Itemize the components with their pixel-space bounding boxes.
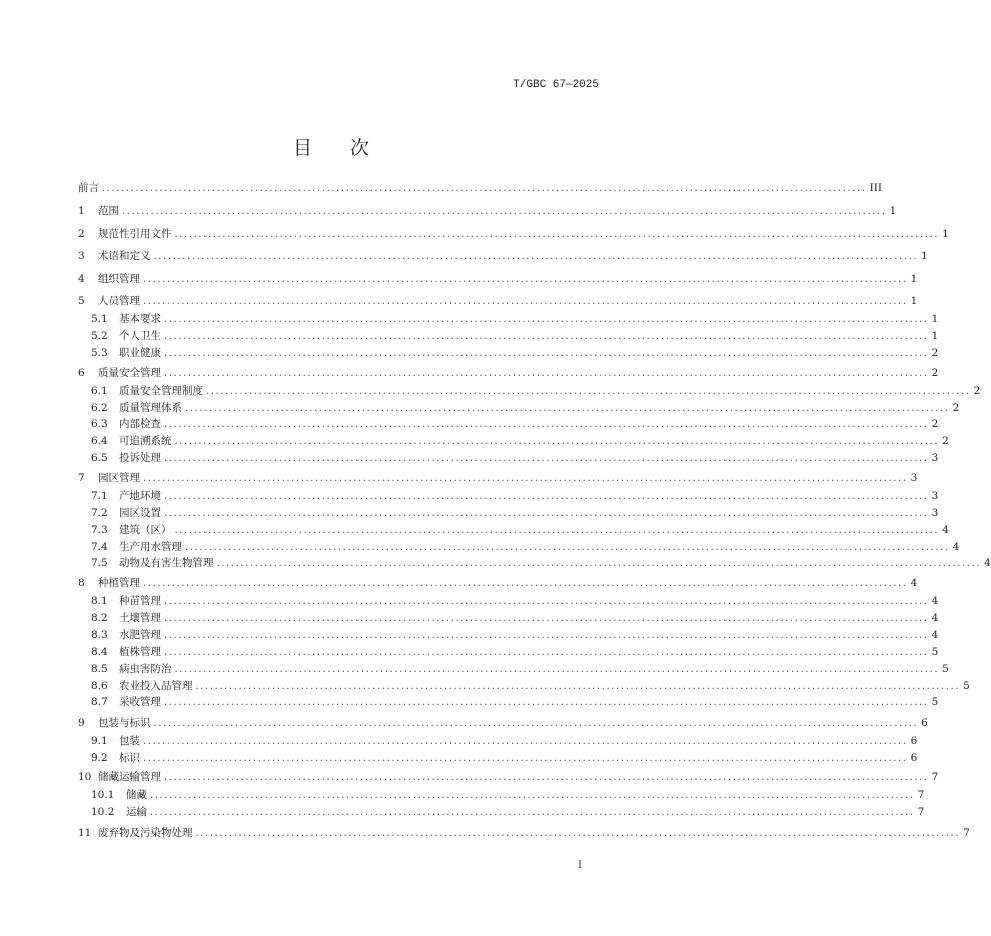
toc-entry-label: 个人卫生 [119, 330, 161, 342]
toc-entry-page: 5 [942, 663, 949, 675]
toc-entry-label: 可追溯系统 [119, 435, 172, 447]
toc-section-entry[interactable] [78, 293, 918, 310]
footer-page-number: I [578, 860, 582, 871]
toc-entry-label: 基本要求 [119, 313, 161, 325]
toc-entry-page: 3 [931, 507, 939, 519]
toc-section-entry[interactable] [78, 203, 897, 220]
toc-subsection-entry[interactable] [91, 678, 970, 695]
toc-entry-page: III [869, 182, 883, 194]
toc-entry-page: 4 [942, 524, 949, 536]
toc-section-entry[interactable] [78, 470, 918, 487]
toc-entry-label: 植株管理 [119, 646, 161, 658]
toc-entry-page: 1 [921, 250, 928, 262]
toc-entry-label: 范围 [98, 205, 119, 217]
toc-leader-dots: ................................................................................................................................................................ [164, 647, 929, 658]
toc-subsection-entry[interactable] [91, 488, 939, 505]
toc-entry-label: 园区管理 [98, 472, 140, 484]
toc-subsection-entry[interactable] [91, 661, 949, 678]
toc-entry-label: 采收管理 [119, 696, 161, 708]
toc-entry-label: 规范性引用文件 [98, 228, 172, 240]
toc-leader-dots: ................................................................................................................................................................ [143, 296, 908, 307]
toc-leader-dots: ................................................................................................................................................................ [150, 807, 915, 818]
toc-entry-label: 职业健康 [119, 347, 161, 359]
toc-leader-dots: ................................................................................................................................................................ [216, 558, 982, 569]
toc-subsection-entry[interactable] [91, 433, 949, 450]
toc-entry-page: 2 [973, 385, 981, 397]
toc-subsection-entry[interactable] [91, 522, 949, 539]
toc-entry-number: 1 [78, 205, 85, 217]
toc-entry-page: 6 [921, 717, 928, 729]
toc-entry-label: 术语和定义 [98, 250, 151, 262]
toc-subsection-entry[interactable] [91, 505, 939, 522]
toc-entry-label: 农业投入品管理 [119, 680, 193, 692]
toc-leader-dots: ................................................................................................................................................................ [153, 718, 919, 729]
toc-entry-page: 1 [910, 273, 918, 285]
toc-entry-page: 7 [917, 789, 925, 801]
toc-subsection-entry[interactable] [91, 733, 918, 750]
toc-entry-number: 10.2 [91, 806, 115, 818]
toc-subsection-entry[interactable] [91, 345, 939, 362]
toc-subsection-entry[interactable] [91, 694, 939, 711]
toc-entry-label: 运输 [126, 806, 147, 818]
toc-entry-label: 生产用水管理 [119, 541, 182, 553]
toc-entry-label: 动物及有害生物管理 [119, 557, 214, 569]
toc-entry-page: 2 [952, 402, 960, 414]
toc-entry-number: 6.5 [91, 452, 108, 464]
toc-leader-dots: ................................................................................................................................................................ [102, 183, 867, 194]
toc-entry-label: 储藏运输管理 [98, 771, 161, 783]
toc-entry-page: 5 [931, 696, 939, 708]
toc-entry-page: 4 [931, 595, 939, 607]
toc-leader-dots: ................................................................................................................................................................ [185, 403, 950, 414]
toc-entry-number: 5.3 [91, 347, 108, 359]
toc-entry-label: 标识 [119, 752, 140, 764]
toc-subsection-entry[interactable] [91, 400, 960, 417]
toc-entry-page: 1 [910, 295, 918, 307]
toc-leader-dots: ................................................................................................................................................................ [122, 206, 887, 217]
toc-subsection-entry[interactable] [91, 804, 925, 821]
toc-entry-page: 7 [917, 806, 925, 818]
toc-entry-number: 10 [78, 771, 92, 783]
toc-leader-dots: ................................................................................................................................................................ [174, 664, 940, 675]
toc-entry-number: 5.2 [91, 330, 108, 342]
toc-entry-number: 9 [78, 717, 85, 729]
toc-subsection-entry[interactable] [91, 627, 939, 644]
toc-entry-label: 产地环境 [119, 490, 161, 502]
toc-entry-number: 7.4 [91, 541, 108, 553]
toc-entry-number: 2 [78, 228, 85, 240]
toc-subsection-entry[interactable] [91, 416, 939, 433]
toc-leader-dots: ................................................................................................................................................................ [143, 473, 908, 484]
toc-subsection-entry[interactable] [91, 383, 981, 400]
toc-entry-number: 8.3 [91, 629, 108, 641]
toc-leader-dots: ................................................................................................................................................................ [153, 251, 919, 262]
toc-entry-page: 1 [931, 313, 939, 325]
toc-subsection-entry[interactable] [91, 311, 939, 328]
toc-entry-page: 4 [910, 577, 918, 589]
toc-leader-dots: ................................................................................................................................................................ [164, 772, 929, 783]
toc-entry-page: 1 [931, 330, 939, 342]
toc-entry-page: 2 [931, 418, 939, 430]
toc-entry-label: 质量管理体系 [119, 402, 182, 414]
toc-entry-number: 9.2 [91, 752, 108, 764]
toc-leader-dots: ................................................................................................................................................................ [150, 790, 915, 801]
page-title [0, 133, 662, 160]
toc-section-entry[interactable] [78, 180, 883, 197]
toc-entry-page: 7 [931, 771, 939, 783]
toc-entry-number: 9.1 [91, 735, 108, 747]
toc-entry-label: 园区设置 [119, 507, 161, 519]
toc-subsection-entry[interactable] [91, 750, 918, 767]
toc-leader-dots: ................................................................................................................................................................ [143, 274, 908, 285]
toc-leader-dots: ................................................................................................................................................................ [164, 453, 929, 464]
toc-subsection-entry[interactable] [91, 610, 939, 627]
toc-leader-dots: ................................................................................................................................................................ [143, 736, 908, 747]
toc-section-entry[interactable] [78, 248, 928, 265]
toc-entry-page: 1 [942, 228, 949, 240]
toc-entry-number: 7 [78, 472, 85, 484]
toc-entry-number: 8.6 [91, 680, 108, 692]
toc-entry-label: 质量安全管理制度 [119, 385, 203, 397]
toc-leader-dots: ................................................................................................................................................................ [164, 613, 929, 624]
toc-entry-page: 4 [931, 612, 939, 624]
toc-entry-label: 土壤管理 [119, 612, 161, 624]
toc-leader-dots: ................................................................................................................................................................ [195, 681, 961, 692]
toc-section-entry[interactable] [78, 825, 970, 842]
toc-leader-dots: ................................................................................................................................................................ [164, 419, 929, 430]
toc-entry-number: 7.5 [91, 557, 108, 569]
toc-leader-dots: ................................................................................................................................................................ [143, 753, 908, 764]
toc-subsection-entry[interactable] [91, 555, 991, 572]
toc-entry-number: 8 [78, 577, 85, 589]
toc-leader-dots: ................................................................................................................................................................ [164, 331, 929, 342]
toc-entry-page: 5 [931, 646, 939, 658]
toc-entry-page: 6 [910, 735, 918, 747]
toc-entry-label: 储藏 [126, 789, 147, 801]
toc-entry-number: 5.1 [91, 313, 108, 325]
toc-subsection-entry[interactable] [91, 593, 939, 610]
toc-entry-label: 投诉处理 [119, 452, 161, 464]
toc-section-entry[interactable] [78, 226, 949, 243]
toc-entry-number: 7.2 [91, 507, 108, 519]
toc-entry-number: 6.1 [91, 385, 108, 397]
toc-leader-dots: ................................................................................................................................................................ [164, 596, 929, 607]
toc-leader-dots: ................................................................................................................................................................ [174, 525, 940, 536]
toc-entry-page: 7 [963, 827, 970, 839]
toc-entry-label: 前言 [78, 182, 99, 194]
toc-entry-label: 包装与标识 [98, 717, 151, 729]
toc-leader-dots: ................................................................................................................................................................ [164, 314, 929, 325]
toc-leader-dots: ................................................................................................................................................................ [206, 386, 971, 397]
toc-entry-label: 种植管理 [98, 577, 140, 589]
toc-entry-page: 2 [931, 367, 939, 379]
toc-entry-number: 6 [78, 367, 85, 379]
toc-entry-number: 8.5 [91, 663, 108, 675]
toc-entry-number: 10.1 [91, 789, 115, 801]
toc-leader-dots: ................................................................................................................................................................ [164, 491, 929, 502]
toc-entry-label: 废弃物及污染物处理 [98, 827, 193, 839]
toc-leader-dots: ................................................................................................................................................................ [174, 436, 940, 447]
toc-section-entry[interactable] [78, 769, 939, 786]
toc-entry-label: 包装 [119, 735, 140, 747]
toc-entry-number: 8.4 [91, 646, 108, 658]
toc-leader-dots: ................................................................................................................................................................ [164, 508, 929, 519]
toc-entry-number: 3 [78, 250, 85, 262]
toc-entry-page: 3 [910, 472, 918, 484]
toc-entry-number: 4 [78, 273, 85, 285]
toc-entry-page: 5 [963, 680, 970, 692]
toc-entry-number: 8.1 [91, 595, 108, 607]
toc-entry-number: 8.7 [91, 696, 108, 708]
toc-entry-page: 4 [984, 557, 991, 569]
toc-entry-page: 4 [952, 541, 960, 553]
title-char-1: 目 [292, 137, 312, 159]
toc-entry-page: 4 [931, 629, 939, 641]
toc-entry-number: 8.2 [91, 612, 108, 624]
toc-entry-label: 水肥管理 [119, 629, 161, 641]
toc-entry-page: 2 [942, 435, 949, 447]
toc-entry-number: 7.1 [91, 490, 108, 502]
toc-leader-dots: ................................................................................................................................................................ [174, 229, 940, 240]
toc-entry-label: 种苗管理 [119, 595, 161, 607]
toc-entry-page: 1 [889, 205, 897, 217]
toc-leader-dots: ................................................................................................................................................................ [164, 630, 929, 641]
toc-entry-page: 6 [910, 752, 918, 764]
toc-entry-number: 6.2 [91, 402, 108, 414]
toc-leader-dots: ................................................................................................................................................................ [143, 578, 908, 589]
toc-section-entry[interactable] [78, 271, 918, 288]
toc-leader-dots: ................................................................................................................................................................ [164, 348, 929, 359]
toc-entry-label: 质量安全管理 [98, 367, 161, 379]
toc-entry-label: 人员管理 [98, 295, 140, 307]
toc-entry-page: 3 [931, 490, 939, 502]
toc-leader-dots: ................................................................................................................................................................ [164, 368, 929, 379]
toc-subsection-entry[interactable] [91, 787, 925, 804]
toc-subsection-entry[interactable] [91, 450, 939, 467]
toc-section-entry[interactable] [78, 575, 918, 592]
toc-entry-page: 2 [931, 347, 939, 359]
toc-subsection-entry[interactable] [91, 539, 960, 556]
toc-section-entry[interactable] [78, 365, 939, 382]
toc-entry-number: 11 [78, 827, 92, 839]
toc-leader-dots: ................................................................................................................................................................ [164, 697, 929, 708]
toc-subsection-entry[interactable] [91, 644, 939, 661]
toc-subsection-entry[interactable] [91, 328, 939, 345]
toc-leader-dots: ................................................................................................................................................................ [185, 542, 950, 553]
toc-entry-label: 病虫害防治 [119, 663, 172, 675]
toc-entry-number: 7.3 [91, 524, 108, 536]
standard-id: T/GBC 67—2025 [513, 79, 599, 91]
toc-section-entry[interactable] [78, 715, 928, 732]
toc-leader-dots: ................................................................................................................................................................ [195, 828, 961, 839]
toc-entry-number: 6.3 [91, 418, 108, 430]
toc-entry-label: 建筑（区） [119, 524, 172, 536]
title-char-2: 次 [350, 137, 370, 159]
toc-entry-number: 6.4 [91, 435, 108, 447]
toc-entry-label: 组织管理 [98, 273, 140, 285]
toc-entry-number: 5 [78, 295, 85, 307]
toc-entry-label: 内部检查 [119, 418, 161, 430]
toc-entry-page: 3 [931, 452, 939, 464]
